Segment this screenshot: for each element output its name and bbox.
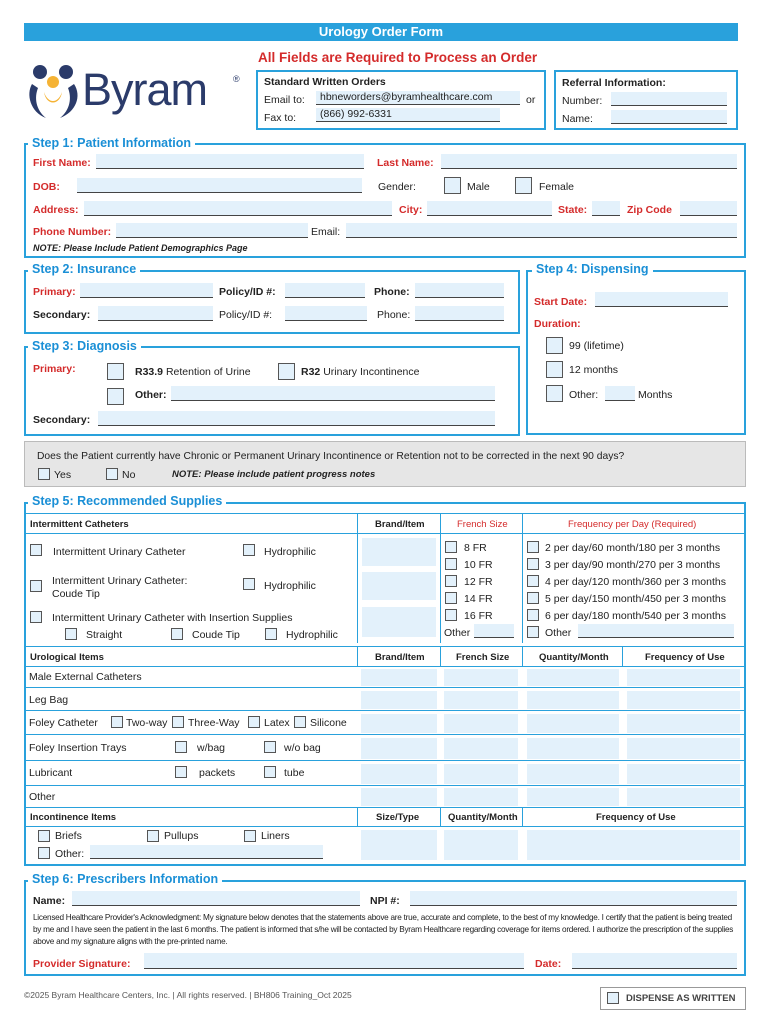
latex-checkbox[interactable] — [248, 716, 260, 728]
uro-french-header: French Size — [456, 652, 510, 663]
secondary-phone-field[interactable] — [415, 306, 504, 321]
inc-other-field[interactable] — [90, 845, 323, 859]
acknowledgment-text: Licensed Healthcare Provider's Acknowledgment: My signature below denotes that the statements above are true, accurate and complete, to the best of my knowledge. I certify that the patient is being treated by me and I have seen the patient in the last 6 months. The patient is informed that s/he will be contacted by Byram Healthcare regarding coverage for items ordered. I authorize the prescription of the supplies above and my signature aligns with the pre-printed name. — [33, 913, 734, 946]
leg-french-field[interactable] — [444, 691, 518, 709]
foley-french-field[interactable] — [444, 714, 518, 733]
fax-label: Fax to: — [264, 112, 297, 124]
tube-label: tube — [284, 767, 305, 779]
insertion-catheter-checkbox[interactable] — [30, 611, 42, 623]
french-header: French Size — [457, 519, 508, 530]
byram-logo — [26, 60, 246, 124]
other-brand-field[interactable] — [361, 788, 437, 806]
daw-label: DISPENSE AS WRITTEN — [626, 993, 736, 1004]
duration-label: Duration: — [534, 318, 581, 330]
foley-qty-field[interactable] — [527, 714, 619, 733]
uro-qty-header: Quantity/Month — [539, 652, 609, 663]
primary-ins-field[interactable] — [80, 283, 213, 298]
step1-legend: Step 1: Patient Information — [28, 136, 195, 150]
packets-checkbox[interactable] — [175, 766, 187, 778]
freq-other-label: Other — [545, 627, 572, 639]
referral-name-label: Name: — [562, 113, 593, 125]
trays-label: Foley Insertion Trays — [29, 742, 127, 754]
dob-field[interactable] — [77, 178, 362, 193]
chronic-no-checkbox[interactable] — [106, 468, 118, 480]
straight-label: Straight — [86, 629, 123, 641]
signature-field[interactable] — [144, 953, 524, 969]
freq-2-label: 2 per day/60 month/180 per 3 months — [545, 542, 721, 554]
primary-ins-label: Primary: — [33, 286, 76, 298]
lub-use-field[interactable] — [627, 764, 740, 784]
leg-qty-field[interactable] — [527, 691, 619, 709]
other-qty-field[interactable] — [527, 788, 619, 806]
size-header: Size/Type — [376, 812, 420, 823]
referral-name-field[interactable] — [611, 110, 727, 124]
inc-qty-field[interactable] — [444, 830, 518, 860]
liners-checkbox[interactable] — [244, 830, 256, 842]
coude-hydrophilic-checkbox[interactable] — [243, 578, 255, 590]
uro-other-label: Other — [29, 791, 56, 803]
state-label: State: — [558, 204, 588, 216]
npi-label: NPI #: — [370, 895, 400, 907]
female-label: Female — [539, 181, 575, 193]
order-fax-field[interactable]: (866) 992-6331 — [316, 108, 500, 122]
city-label: City: — [399, 204, 423, 216]
gender-label: Gender: — [378, 181, 416, 193]
wbag-checkbox[interactable] — [175, 741, 187, 753]
duration-lifetime-label: 99 (lifetime) — [569, 340, 624, 352]
straight-checkbox[interactable] — [65, 628, 77, 640]
twoway-checkbox[interactable] — [111, 716, 123, 728]
briefs-label: Briefs — [55, 830, 82, 842]
referral-title: Referral Information: — [562, 77, 666, 89]
zip-label: Zip Code — [627, 204, 672, 216]
foley-brand-field[interactable] — [361, 714, 437, 733]
duration-other-field[interactable] — [605, 386, 635, 401]
start-date-label: Start Date: — [534, 296, 588, 308]
secondary-phone-label: Phone: — [377, 309, 411, 321]
lub-brand-field[interactable] — [361, 764, 437, 784]
date-label: Date: — [535, 958, 562, 970]
freq-6-label: 6 per day/180 month/540 per 3 months — [545, 610, 726, 622]
fr-14-label: 14 FR — [464, 593, 493, 605]
secondary-policy-label: Policy/ID #: — [219, 309, 273, 321]
silicone-checkbox[interactable] — [294, 716, 306, 728]
secondary-ins-label: Secondary: — [33, 309, 91, 321]
primary-policy-label: Policy/ID #: — [219, 286, 276, 298]
lubricant-label: Lubricant — [29, 767, 73, 779]
wobag-label: w/o bag — [284, 742, 321, 754]
email-label: Email to: — [264, 94, 305, 106]
progress-notes-note: NOTE: Please include patient progress notes — [172, 469, 376, 480]
title-bar: Urology Order Form — [24, 23, 738, 41]
diagnosis-other-label: Other: — [135, 389, 167, 401]
signature-label: Provider Signature: — [33, 958, 131, 970]
inc-use-header: Frequency of Use — [596, 812, 676, 823]
fr-8-label: 8 FR — [464, 542, 487, 554]
fr-10-label: 10 FR — [464, 559, 493, 571]
fr-12-label: 12 FR — [464, 576, 493, 588]
freq-other-checkbox[interactable] — [527, 626, 539, 638]
leg-brand-field[interactable] — [361, 691, 437, 709]
catheter-hydrophilic-label: Hydrophilic — [264, 546, 316, 558]
logo-mark-icon — [26, 60, 86, 124]
catheter-label: Intermittent Urinary Catheter — [53, 546, 186, 558]
catheters-header: Intermittent Catheters — [30, 519, 129, 530]
phone-label: Phone Number: — [33, 226, 112, 238]
required-notice: All Fields are Required to Process an Order — [258, 50, 538, 65]
fr-16-label: 16 FR — [464, 610, 493, 622]
last-name-field[interactable] — [441, 154, 737, 169]
inc-size-field[interactable] — [361, 830, 437, 860]
r32-checkbox[interactable] — [278, 363, 295, 380]
patient-email-label: Email: — [311, 226, 341, 238]
referral-number-label: Number: — [562, 95, 603, 107]
zip-field[interactable] — [680, 201, 737, 216]
diagnosis-secondary-label: Secondary: — [33, 414, 91, 426]
urological-header: Urological Items — [30, 652, 104, 663]
secondary-policy-field[interactable] — [285, 306, 367, 321]
diagnosis-other-field[interactable] — [171, 386, 495, 401]
trays-use-field[interactable] — [627, 738, 740, 759]
tube-checkbox[interactable] — [264, 766, 276, 778]
frequency-header: Frequency per Day (Required) — [568, 519, 697, 530]
primary-phone-label: Phone: — [374, 286, 410, 298]
wbag-label: w/bag — [197, 742, 226, 754]
fr-other-label: Other — [444, 627, 471, 639]
leg-use-field[interactable] — [627, 691, 740, 709]
fr-12-checkbox[interactable] — [445, 575, 457, 587]
foley-label: Foley Catheter — [29, 717, 98, 729]
liners-label: Liners — [261, 830, 290, 842]
insertion-brand-field[interactable] — [362, 607, 436, 637]
freq-3-checkbox[interactable] — [527, 558, 539, 570]
step6-legend: Step 6: Prescribers Information — [28, 872, 222, 886]
coude-hydrophilic-label: Hydrophilic — [264, 580, 316, 592]
daw-checkbox[interactable] — [607, 992, 619, 1004]
last-name-label: Last Name: — [377, 157, 434, 169]
pullups-label: Pullups — [164, 830, 199, 842]
inc-qty-header: Quantity/Month — [448, 812, 518, 823]
patient-email-field[interactable] — [346, 223, 737, 238]
fr-other-field[interactable] — [474, 624, 514, 638]
insertion-catheter-label: Intermittent Urinary Catheter with Insertion Supplies — [52, 612, 293, 624]
threeway-checkbox[interactable] — [172, 716, 184, 728]
demographics-note: NOTE: Please Include Patient Demographics Page — [33, 243, 248, 253]
step3-legend: Step 3: Diagnosis — [28, 339, 141, 353]
or-text: or — [526, 94, 536, 106]
trays-french-field[interactable] — [444, 738, 518, 759]
fr-8-checkbox[interactable] — [445, 541, 457, 553]
date-field[interactable] — [572, 953, 737, 969]
chronic-question-text: Does the Patient currently have Chronic or Permanent Urinary Incontinence or Retention not to be corrected in the next 90 days? — [37, 451, 625, 462]
phone-field[interactable] — [116, 223, 308, 238]
freq-4-checkbox[interactable] — [527, 575, 539, 587]
coude-brand-field[interactable] — [362, 572, 436, 600]
lub-french-field[interactable] — [444, 764, 518, 784]
latex-label: Latex — [264, 717, 290, 729]
other-french-field[interactable] — [444, 788, 518, 806]
diagnosis-primary-label: Primary: — [33, 363, 76, 375]
male-label: Male — [467, 181, 490, 193]
start-date-field[interactable] — [595, 292, 728, 307]
threeway-label: Three-Way — [188, 717, 240, 729]
fr-14-checkbox[interactable] — [445, 592, 457, 604]
male-use-field[interactable] — [627, 669, 740, 686]
secondary-ins-field[interactable] — [98, 306, 213, 321]
insertion-hydrophilic-checkbox[interactable] — [265, 628, 277, 640]
other-use-field[interactable] — [627, 788, 740, 806]
foley-use-field[interactable] — [627, 714, 740, 733]
logo-registered: ® — [233, 74, 240, 84]
prescriber-name-label: Name: — [33, 895, 66, 907]
male-external-label: Male External Catheters — [29, 671, 142, 683]
packets-label: packets — [199, 767, 236, 779]
copyright: ©2025 Byram Healthcare Centers, Inc. | All rights reserved. | BH806 Training_Oct 2025 — [24, 990, 352, 1000]
coude-catheter-checkbox[interactable] — [30, 580, 42, 592]
dob-label: DOB: — [33, 181, 60, 193]
trays-brand-field[interactable] — [361, 738, 437, 759]
briefs-checkbox[interactable] — [38, 830, 50, 842]
twoway-label: Two-way — [126, 717, 168, 729]
duration-months-label: Months — [638, 389, 673, 401]
uro-use-header: Frequency of Use — [645, 652, 725, 663]
standard-orders-title: Standard Written Orders — [264, 76, 386, 88]
coude-tip-label: Coude Tip — [192, 629, 240, 641]
insertion-hydrophilic-label: Hydrophilic — [286, 629, 338, 641]
uro-brand-header: Brand/Item — [375, 652, 425, 663]
diagnosis-secondary-field[interactable] — [98, 411, 495, 426]
inc-other-label: Other: — [55, 848, 85, 860]
brand-header: Brand/Item — [375, 519, 425, 530]
address-field[interactable] — [84, 201, 392, 216]
male-brand-field[interactable] — [361, 669, 437, 686]
step2-legend: Step 2: Insurance — [28, 262, 140, 276]
freq-4-label: 4 per day/120 month/360 per 3 months — [545, 576, 726, 588]
order-email-field[interactable]: hbneworders@byramhealthcare.com — [316, 91, 520, 105]
fr-16-checkbox[interactable] — [445, 609, 457, 621]
freq-other-field[interactable] — [578, 624, 734, 638]
inc-other-checkbox[interactable] — [38, 847, 50, 859]
silicone-label: Silicone — [310, 717, 347, 729]
freq-6-checkbox[interactable] — [527, 609, 539, 621]
catheter-checkbox[interactable] — [30, 544, 42, 556]
trays-qty-field[interactable] — [527, 738, 619, 759]
freq-5-label: 5 per day/150 month/450 per 3 months — [545, 593, 726, 605]
step5-legend: Step 5: Recommended Supplies — [28, 494, 226, 508]
catheter-brand-field[interactable] — [362, 538, 436, 566]
state-field[interactable] — [592, 201, 620, 216]
logo-text: Byram — [82, 64, 208, 115]
freq-5-checkbox[interactable] — [527, 592, 539, 604]
chronic-no-label: No — [122, 469, 136, 481]
wobag-checkbox[interactable] — [264, 741, 276, 753]
first-name-label: First Name: — [33, 157, 91, 169]
freq-2-checkbox[interactable] — [527, 541, 539, 553]
female-checkbox[interactable] — [515, 177, 532, 194]
city-field[interactable] — [427, 201, 552, 216]
leg-bag-label: Leg Bag — [29, 694, 69, 706]
male-qty-field[interactable] — [527, 669, 619, 686]
male-french-field[interactable] — [444, 669, 518, 686]
primary-phone-field[interactable] — [415, 283, 504, 298]
diagnosis-other-checkbox[interactable] — [107, 388, 124, 405]
prescriber-name-field[interactable] — [72, 891, 360, 906]
male-checkbox[interactable] — [444, 177, 461, 194]
fr-10-checkbox[interactable] — [445, 558, 457, 570]
lub-qty-field[interactable] — [527, 764, 619, 784]
r32-label: R32 Urinary Incontinence — [301, 366, 420, 378]
step2-section — [24, 270, 520, 334]
incontinence-header: Incontinence Items — [30, 812, 117, 823]
chronic-yes-checkbox[interactable] — [38, 468, 50, 480]
inc-use-field[interactable] — [527, 830, 740, 860]
step4-legend: Step 4: Dispensing — [532, 262, 653, 276]
r339-checkbox[interactable] — [107, 363, 124, 380]
duration-12-label: 12 months — [569, 364, 619, 376]
pullups-checkbox[interactable] — [147, 830, 159, 842]
referral-number-field[interactable] — [611, 92, 727, 106]
coude-catheter-label: Intermittent Urinary Catheter: Coude Tip — [52, 575, 188, 600]
r339-label: R33.9 Retention of Urine — [135, 366, 251, 378]
npi-field[interactable] — [410, 891, 737, 906]
primary-policy-field[interactable] — [285, 283, 365, 298]
coude-tip-checkbox[interactable] — [171, 628, 183, 640]
freq-3-label: 3 per day/90 month/270 per 3 months — [545, 559, 721, 571]
duration-other-checkbox[interactable] — [546, 385, 563, 402]
duration-other-label: Other: — [569, 389, 599, 401]
chronic-yes-label: Yes — [54, 469, 72, 481]
first-name-field[interactable] — [96, 154, 364, 169]
duration-12-checkbox[interactable] — [546, 361, 563, 378]
catheter-hydrophilic-checkbox[interactable] — [243, 544, 255, 556]
address-label: Address: — [33, 204, 79, 216]
duration-lifetime-checkbox[interactable] — [546, 337, 563, 354]
